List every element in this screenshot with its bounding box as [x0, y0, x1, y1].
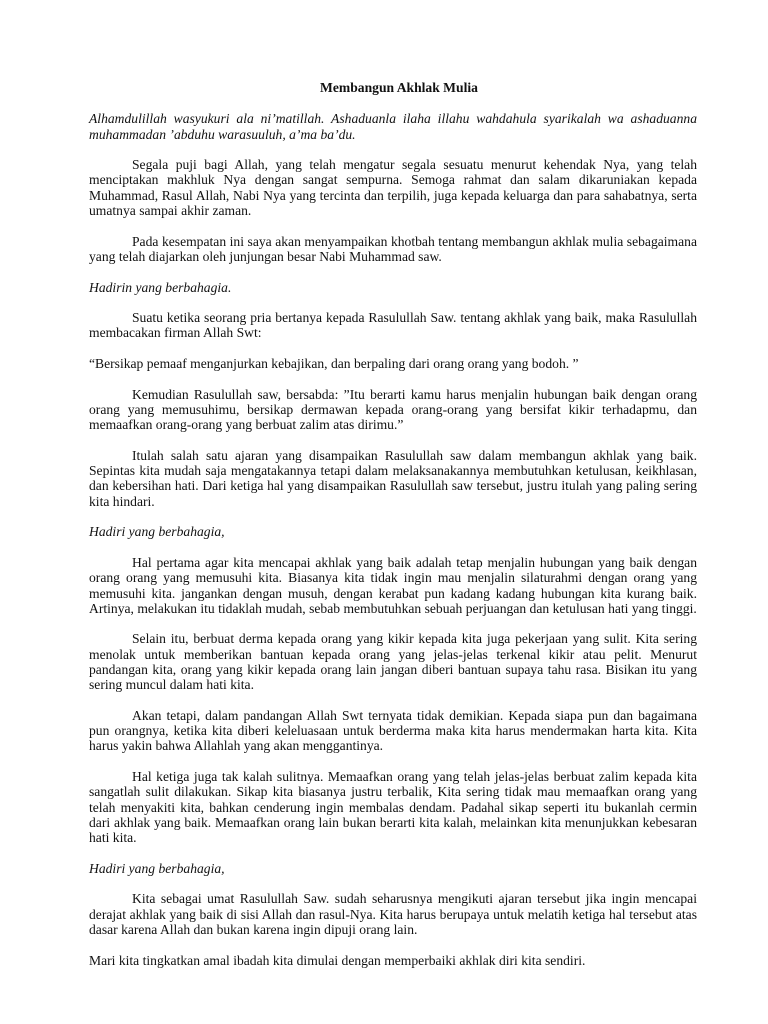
paragraph-1: Segala puji bagi Allah, yang telah mengatur segala sesuatu menurut kehendak Nya, yang telah menciptakan makhluk Nya dengan sangat sempurna. Semoga rahmat dan salam dikaruniakan kepada Muhammad, Rasul Allah, Nabi Nya yang tercinta dan terpilih, juga kepada keluarga dan para sahabatnya, serta umatnya sampai akhir zaman.	[89, 157, 697, 219]
paragraph-10: Kita sebagai umat Rasulullah Saw. sudah seharusnya mengikuti ajaran tersebut jika ingin mencapai derajat akhlak yang baik di sisi Allah dan rasul-Nya. Kita harus berupaya untuk melatih ketiga hal tersebut atas dasar karena Allah dan bukan karena ingin dipuji orang lain.	[89, 891, 697, 938]
paragraph-11: Mari kita tingkatkan amal ibadah kita dimulai dengan memperbaiki akhlak diri kita sendiri.	[89, 952, 586, 968]
paragraph-2: Pada kesempatan ini saya akan menyampaikan khotbah tentang membangun akhlak mulia sebagaimana yang telah diajarkan oleh junjungan besar Nabi Muhammad saw.	[89, 233, 697, 264]
paragraph-4: Kemudian Rasulullah saw, bersabda: ”Itu berarti kamu harus menjalin hubungan baik dengan orang orang yang memusuhimu, bersikap dermawan kepada orang-orang yang bersifat kikir terhadapmu, dan memaafkan orang-orang yang berbuat zalim atas dirimu.”	[89, 386, 697, 433]
paragraph-7: Selain itu, berbuat derma kepada orang yang kikir kepada kita juga pekerjaan yang sulit. Kita sering menolak untuk memberikan bantuan kepada orang yang jelas-jelas terkenal kikir atau pelit. Menurut pandangan kita, orang yang kikir kepada orang lain jangan diberi bantuan supaya tahu rasa. Bisikan itu yang sering muncul dalam hati kita.	[89, 631, 697, 693]
paragraph-8: Akan tetapi, dalam pandangan Allah Swt ternyata tidak demikian. Kepada siapa pun dan bagaimana pun orangnya, ketika kita diberi keleluasaan untuk berderma maka kita harus mendermakan harta kita. Kita harus yakin bahwa Allahlah yang akan menggantinya.	[89, 707, 697, 754]
quran-quote: “Bersikap pemaaf menganjurkan kebajikan, dan berpaling dari orang orang yang bodoh. ”	[89, 356, 579, 372]
salutation-2: Hadiri yang berbahagia,	[89, 524, 225, 540]
salutation-1: Hadirin yang berbahagia.	[89, 279, 232, 295]
paragraph-3: Suatu ketika seorang pria bertanya kepada Rasulullah Saw. tentang akhlak yang baik, maka Rasulullah membacakan firman Allah Swt:	[89, 310, 697, 341]
document-title: Membangun Akhlak Mulia	[320, 80, 478, 95]
paragraph-5: Itulah salah satu ajaran yang disampaikan Rasulullah saw dalam membangun akhlak yang baik. Sepintas kita mudah saja mengatakannya tetapi dalam melaksanakannya membutuhkan ketulusan, keikhlasan, dan kebersihan hati. Dari ketiga hal yang disampaikan Rasulullah saw tersebut, justru itulah yang paling sering kita hindari.	[89, 447, 697, 509]
opening-invocation: Alhamdulillah wasyukuri ala ni’matillah. Ashaduanla ilaha illahu wahdahula syarikalah wa ashaduanna muhammadan ’abduhu warasuuluh, a’ma ba’du.	[89, 111, 697, 142]
paragraph-6: Hal pertama agar kita mencapai akhlak yang baik adalah tetap menjalin hubungan yang baik dengan orang orang yang memusuhi kita. Biasanya kita tidak ingin mau menjalin silaturahmi dengan orang yang memusuhi kita. jangankan dengan musuh, dengan kerabat pun kadang kadang hubungan kita kurang baik. Artinya, melakukan itu tidaklah mudah, sebab membutuhkan sebuah perjuangan dan ketulusan hati yang tinggi.	[89, 554, 697, 616]
paragraph-9: Hal ketiga juga tak kalah sulitnya. Memaafkan orang yang telah jelas-jelas berbuat zalim kepada kita sangatlah sulit dilakukan. Sikap kita biasanya justru terbalik, Kita sering tidak mau memaafkan orang yang telah menyakiti kita, bahkan cenderung ingin membalas dendam. Padahal sikap seperti itu bukanlah cermin dari akhlak yang baik. Memaafkan orang lain bukan berarti kita kalah, melainkan kita menunjukkan kebesaran hati kita.	[89, 769, 697, 846]
salutation-3: Hadiri yang berbahagia,	[89, 860, 225, 876]
